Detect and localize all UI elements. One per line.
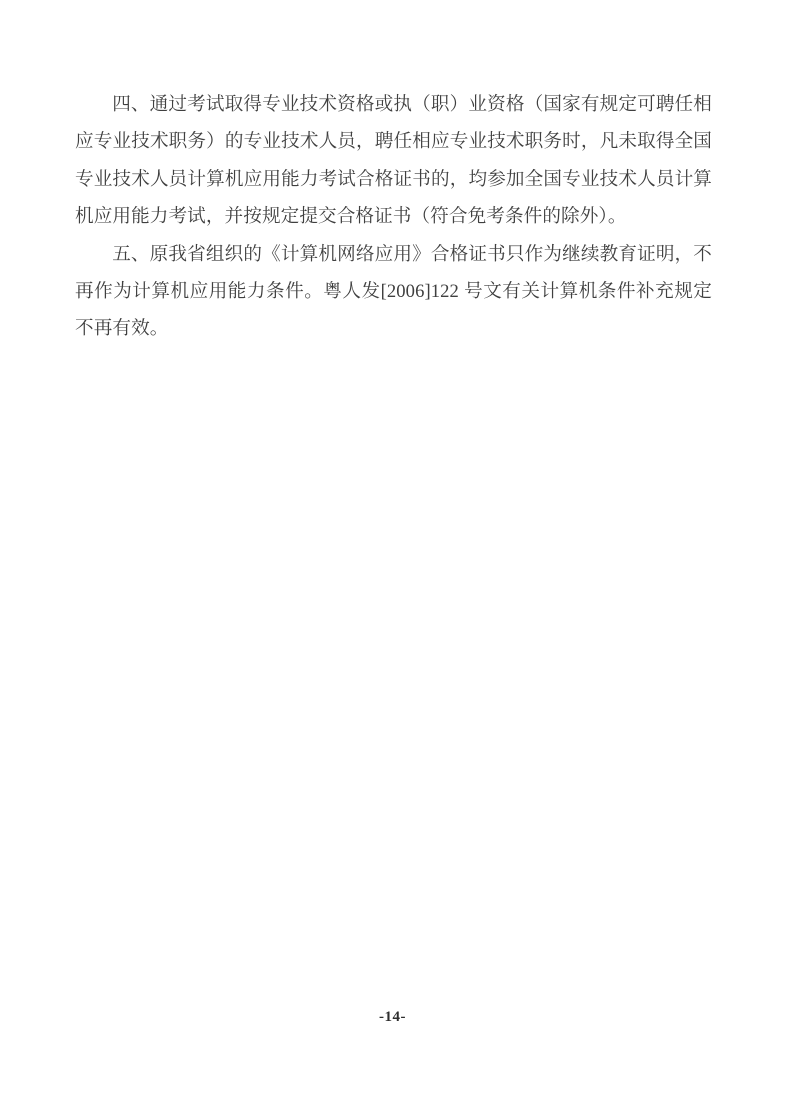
paragraph-clause-four: 四、通过考试取得专业技术资格或执（职）业资格（国家有规定可聘任相应专业技术职务）的专业技术人员，聘任相应专业技术职务时，凡未取得全国专业技术人员计算机应用能力考试合格证书的，均参加全国专业技术人员计算机应用能力考试，并按规定提交合格证书（符合免考条件的除外）。 [75,94,712,228]
page-number: -14- [379,1009,406,1025]
paragraph-clause-five: 五、原我省组织的《计算机网络应用》合格证书只作为继续教育证明，不再作为计算机应用能力条件。粤人发[2006]122 号文有关计算机条件补充规定不再有效。 [75,243,712,340]
page-footer [0,1008,785,1026]
document-body [75,86,712,348]
